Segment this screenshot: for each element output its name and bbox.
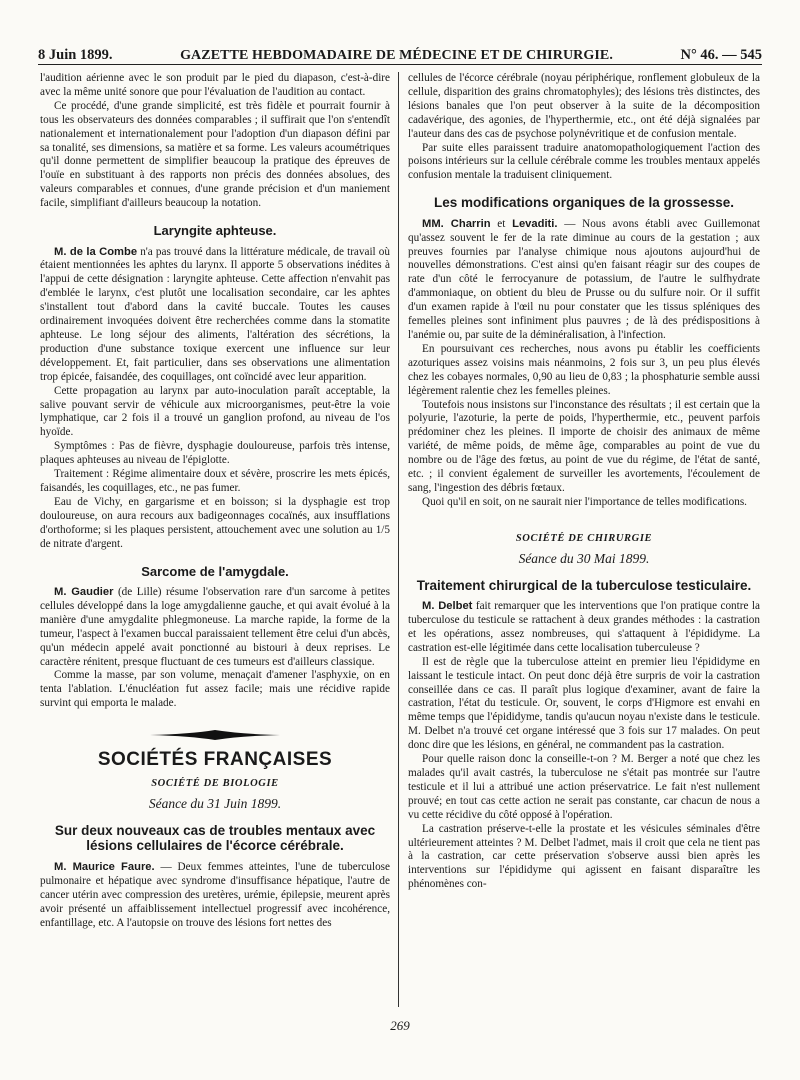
paragraph-text: n'a pas trouvé dans la littérature médicale, de travail où étaient mentionnées les aphtes du larynx. Il apporte 5 observations inédites à l'appui de cette désignation : laryngite aphteuse. Cette affection n'envahit pas d'emblée le larynx, c'est plutôt une localisation secondaire, car les aphtes s'installent tout d'abord dans la cavité buccale. Toutes les causes ordinairement invoquées doivent être recherchées comme dans la stomatite aphteuse. Le long séjour des aliments, l'altération des sécrétions, la production d'une substance toxique exercent une influence sur leur développement. Et, fait particulier, dans ses observations une alimentation trop épicée, faisandée, des coquillages, ont coïncidé avec leur apparition. <box>40 245 390 383</box>
seance-date: Séance du 31 Juin 1899. <box>148 795 282 811</box>
author-name: M. Maurice Faure. <box>54 860 155 873</box>
author-name: MM. Charrin <box>422 217 491 230</box>
society-name: SOCIÉTÉ DE BIOLOGIE <box>151 778 279 790</box>
paragraph: cellules de l'écorce cérébrale (noyau périphérique, ronflement globuleux de la cellule, disparition des grains chromatophyles); des lésions très distinctes, des lésions banales que l'on peut observer à la suite de la décomposition cadavérique, des agonies, de l'hyperthermie, etc., ont été déjà signalées par l'auteur dans des cas de psychose polynévritique et de confusion mentale. <box>408 72 760 140</box>
paragraph: Toutefois nous insistons sur l'inconstance des résultats ; il est certain que la polyurie, l'azoturie, la perte de poids, l'hyperthermie, etc., peuvent parfois prédominer chez les pleines. Il importe de choisir des animaux de même variété, de même poids, de même âge, comparables au point de vue du nombre ou de l'âge des fœtus, au point de vue du régime, de l'état de santé, etc. ; il convient également de surveiller les avortements, l'écoulement de sang, l'ingestion des débris fœtaux. <box>408 398 760 494</box>
journal-title: GAZETTE HEBDOMADAIRE DE MÉDECINE ET DE CHIRURGIE. <box>180 48 613 63</box>
paragraph: Par suite elles paraissent traduire anatomopathologiquement l'action des poisons intérieurs sur la cellule cérébrale comme les troubles mentaux appelés confusion mentale la traduisent cliniquement. <box>408 141 760 182</box>
paragraph <box>40 586 390 669</box>
paragraph: Quoi qu'il en soit, on ne saurait nier l'importance de telles modifications. <box>422 495 747 508</box>
paragraph: Eau de Vichy, en gargarisme et en boisson; si la dysphagie est trop douloureuse, on aura recours aux badigeonnages cocaïnés, aux insufflations d'orthoforme; si les plaques persistent, attouchement avec une solution au 1/5 de nitrate d'argent. <box>40 495 390 550</box>
paragraph: Symptômes : Pas de fièvre, dysphagie douloureuse, parfois très intense, plaques aphteuses au niveau de l'épiglotte. <box>40 440 390 467</box>
left-column <box>40 72 390 930</box>
header-date: 8 Juin 1899. <box>38 47 113 63</box>
heading-laryngite: Laryngite aphteuse. <box>153 223 277 239</box>
running-header <box>38 40 762 64</box>
paragraph: Ce procédé, d'une grande simplicité, est très fidèle et pourrait fournir à tous les observateurs des données comparables ; il suffirait que l'on s'entendît nationalement et internationalement pour l'adoption d'un diapason défini par sa tonalité, ses dimensions, sa matière et sa forme. Les valeurs acoumétriques qu'il donne permettent de simplifier beaucoup la pratique des épreuves de l'ouïe en substituant à des rapports non précis des données absolues, des valeurs comparables et connues, d'une grande précision et d'un maniement facile, simplifiant d'ailleurs beaucoup la notation. <box>40 99 390 210</box>
paragraph: Pour quelle raison donc la conseille-t-on ? M. Berger a noté que chez les malades qu'il avait castrés, la tuberculose ne s'était pas montrée sur l'autre testicule et il lui a attribué une action préservatrice. Le fait n'est nullement prouvé; en tout cas cette action ne serait pas constante, car chacun de nous a vu cette récidive du côté opposé à l'opération. <box>408 753 760 821</box>
author-name: M. de la Combe <box>54 245 138 258</box>
divider-ornament-icon <box>150 729 280 741</box>
author-name: Levaditi. <box>512 217 558 230</box>
section-title: SOCIÉTÉS FRANÇAISES <box>97 749 333 771</box>
paragraph: l'audition aérienne avec le son produit par le pied du diapason, c'est-à-dire avec la même unité sonore que pour l'évaluation de l'audition au contact. <box>40 72 390 98</box>
society-name: SOCIÉTÉ DE CHIRURGIE <box>515 532 653 544</box>
paragraph <box>408 218 760 343</box>
header-rule <box>38 64 762 65</box>
paragraph <box>40 246 390 385</box>
paragraph-text: — Deux femmes atteintes, l'une de tuberculose pulmonaire et hépatique avec syndrome d'insuffisance hépatique, l'autre de cancer utérin avec compression des uretères, urémie, épilepsie, meurent après avoir présenté un affaiblissement intellectuel progressif avec incohérence, enfantillage, etc. A l'autopsie on trouve des lésions fort nettes des <box>40 860 391 929</box>
paragraph: Comme la masse, par son volume, menaçait d'amener l'asphyxie, on en tenta l'ablation. L'énucléation fut assez facile; mais une récidive rapide survint qui emporta le malade. <box>40 669 390 710</box>
author-name: M. Gaudier <box>54 586 114 598</box>
right-column <box>408 72 760 892</box>
heading-troubles-mentaux: Sur deux nouveaux cas de troubles mentaux avec lésions cellulaires de l'écorce cérébrale. <box>54 822 376 854</box>
paragraph-text: — Nous avons établi avec Guillemonat qu'assez souvent le fer de la rate diminue au cours de la gestation ; aux preuves fournies par l'analyse chimique nous ajoutons aujourd'hui de nouvelles démonstrations. C'est ainsi qu'en faisant réagir sur des coupes de rate d'un côté le ferrocyanure de potassium, de l'autre le sulfhydrate d'ammoniaque, on obtient du bleu de Prusse ou du sulfure noir. Or il suffit d'un examen rapide à l'œil nu pour constater que les tissus spléniques des femelles pleines sont infiniment plus pauvres ; de là des prédispositions à l'anémie ou, par suite de la déminéralisation, à l'infection. <box>408 217 761 341</box>
seance-date: Séance du 30 Mai 1899. <box>518 550 650 566</box>
ornamental-divider <box>40 727 390 743</box>
heading-sarcome: Sarcome de l'amygdale. <box>141 563 289 579</box>
paragraph-text: fait remarquer que les interventions que l'on pratique contre la tuberculose du testicule se rattachent à deux grandes méthodes : la castration et les opérations, assez nombreuses, qui s'attaquent à l'épididyme. La castration est-elle légitimée dans cette localisation tuberculeuse ? <box>408 600 760 654</box>
paragraph-text: (de Lille) résume l'observation rare d'un sarcome à petites cellules développé dans la loge amygdalienne gauche, et qui avait évolué à la manière d'une amygdalite phlegmoneuse. La marche rapide, la forme de la tumeur, l'aspect à l'examen buccal paraissaient tellement être celui d'un abcès, qu'un médecin appelé avait ponctionné au bistouri à deux reprises. Le caractère rénitent, presque fluctuant de ces tumeurs est d'ailleurs classique. <box>40 586 390 668</box>
conjunction: et <box>490 217 513 230</box>
heading-grossesse: Les modifications organiques de la grossesse. <box>433 195 735 211</box>
paragraph: Il est de règle que la tuberculose atteint en premier lieu l'épididyme en laissant le testicule intact. On peut donc déjà être surpris de voir la castration conseillée dans ce cas. Il paraît plus logique d'examiner, avant de faire la castration, l'état du testicule. Or, souvent, le corps d'Higmore est envahi en même temps que l'épididyme, tandis qu'aucun noyau n'existe dans le testicule. M. Delbet n'a trouvé cet organe intéressé que 3 fois sur 17 malades. On peut donc dire que les lésions, en général, ne commandent pas la castration. <box>408 655 760 752</box>
paragraph: Traitement : Régime alimentaire doux et sévère, proscrire les mets épicés, faisandés, les coquillages, etc., ne pas fumer. <box>40 468 390 494</box>
paragraph: La castration préserve-t-elle la prostate et les vésicules séminales d'être ultérieurement atteintes ? M. Delbet l'admet, mais il croit que cela ne tient pas à la castration, car cette préservation s'observe aussi bien après les interventions sur l'épididyme qui agissent en faisant disparaître les phénomènes con- <box>408 822 760 891</box>
column-rule <box>398 72 399 1007</box>
author-name: M. Delbet <box>422 600 473 613</box>
paragraph <box>40 861 390 931</box>
page-number: 269 <box>390 1018 410 1033</box>
paragraph: Cette propagation au larynx par auto-inoculation paraît acceptable, la salive pouvant servir de véhicule aux microorganismes, peut-être la voie lymphatique, car 2 fois il a trouvé un ganglion profond, au niveau de l'os hyoïde. <box>40 384 390 439</box>
heading-traitement: Traitement chirurgical de la tuberculose testiculaire. <box>416 577 752 593</box>
paragraph <box>408 600 760 656</box>
header-issue-page: N° 46. — 545 <box>680 47 762 63</box>
paragraph: En poursuivant ces recherches, nous avons pu établir les coefficients azoturiques assez voisins mais néanmoins, 2 fois sur 3, un peu plus élevés chez les cobayes normales, 0,90 au lieu de 0,83 ; la phosphaturie semble aussi légèrement ralentie chez les femelles pleines. <box>408 342 760 397</box>
